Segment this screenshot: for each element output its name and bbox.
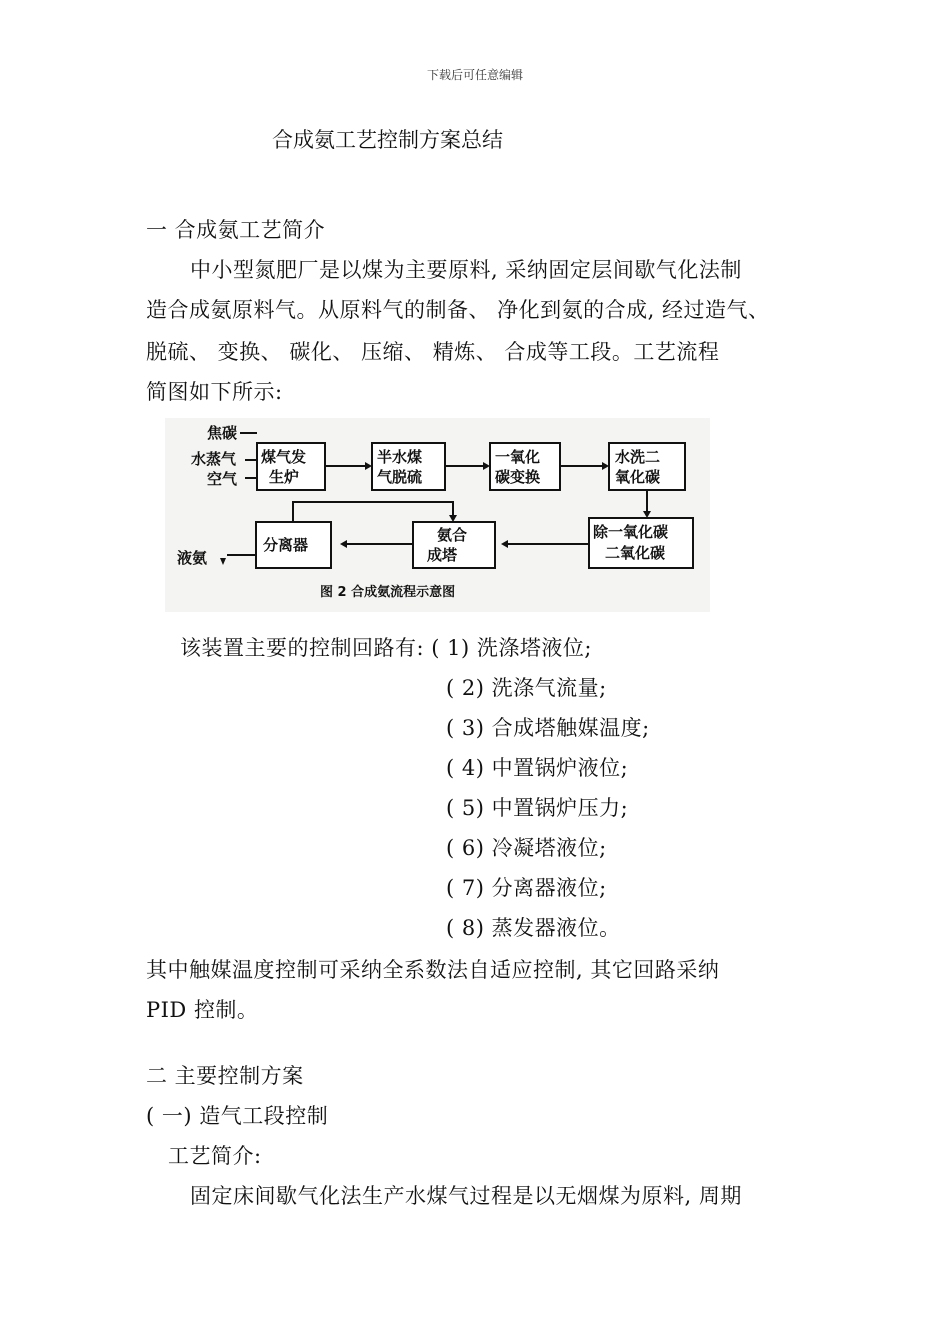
- control-loop-item: ( 8) 蒸发器液位。: [446, 916, 621, 940]
- arrowhead: [483, 462, 490, 470]
- summary-line-2: PID 控制。: [146, 998, 259, 1022]
- box-desulf-line-2: 气脱硫: [377, 468, 423, 486]
- control-loop-item: ( 3) 合成塔触媒温度;: [446, 716, 650, 740]
- diagram-caption: 图 2 合成氨流程示意图: [320, 585, 456, 600]
- box-separator-label: 分离器: [263, 536, 309, 554]
- arrowhead: [220, 558, 226, 565]
- flow-diagram-svg: [165, 418, 710, 612]
- summary-line-1: 其中触媒温度控制可采纳全系数法自适应控制, 其它回路采纳: [146, 958, 720, 982]
- input-air-label: 空气: [207, 470, 238, 488]
- control-loop-item: ( 2) 洗涤气流量;: [446, 676, 607, 700]
- box-gasifier-line-2: 生炉: [269, 468, 300, 486]
- control-loop-item: ( 5) 中置锅炉压力;: [446, 796, 629, 820]
- control-loop-item: ( 6) 冷凝塔液位;: [446, 836, 607, 860]
- section-2-subheading: ( 一) 造气工段控制: [146, 1104, 329, 1128]
- box-wash-line-2: 氧化碳: [615, 468, 661, 486]
- box-desulf-line-1: 半水煤: [377, 448, 423, 466]
- arrowhead: [602, 462, 609, 470]
- section-2-heading: 二 主要控制方案: [146, 1064, 304, 1088]
- box-shift-line-1: 一氧化: [495, 448, 541, 466]
- box-gasifier-line-1: 煤气发: [261, 448, 307, 466]
- arrowhead: [365, 462, 372, 470]
- section-1-heading: 一 合成氨工艺简介: [146, 218, 326, 242]
- arrowhead: [449, 515, 457, 522]
- control-loop-item: ( 4) 中置锅炉液位;: [446, 756, 629, 780]
- box-remove-line-2: 二氧化碳: [605, 544, 666, 562]
- section-2-para-line-1: 固定床间歇气化法生产水煤气过程是以无烟煤为原料, 周期: [190, 1184, 742, 1208]
- section-1-para-line-4: 简图如下所示:: [146, 380, 283, 404]
- input-coke-label: 焦碳: [207, 424, 238, 442]
- recycle-line: [293, 502, 453, 522]
- section-1-para-line-2: 造合成氨原料气。从原料气的制备、 净化到氨的合成, 经过造气、: [146, 298, 770, 322]
- box-remove-line-1: 除一氧化碳: [593, 523, 669, 541]
- box-shift-line-2: 碳变换: [495, 468, 541, 486]
- box-synth-line-2: 成塔: [427, 546, 458, 564]
- box-synth-line-1: 氨合: [437, 526, 468, 544]
- section-1-para-line-1: 中小型氮肥厂是以煤为主要原料, 采纳固定层间歇气化法制: [190, 258, 742, 282]
- output-liquid-ammonia-label: 液氨: [177, 549, 208, 567]
- arrowhead: [340, 540, 347, 548]
- page-header: 下载后可任意编辑: [426, 68, 523, 82]
- control-loop-item: ( 7) 分离器液位;: [446, 876, 607, 900]
- section-1-para-line-3: 脱硫、 变换、 碳化、 压缩、 精炼、 合成等工段。工艺流程: [146, 340, 720, 364]
- arrowhead: [501, 540, 508, 548]
- control-loops-intro: 该装置主要的控制回路有: ( 1) 洗涤塔液位;: [180, 636, 592, 660]
- arrowhead: [643, 511, 651, 518]
- process-flow-diagram: [165, 418, 710, 612]
- process-intro-label: 工艺简介:: [168, 1144, 262, 1168]
- document-title: 合成氨工艺控制方案总结: [272, 128, 503, 152]
- box-wash-line-1: 水洗二: [615, 448, 661, 466]
- input-steam-label: 水蒸气: [191, 450, 237, 468]
